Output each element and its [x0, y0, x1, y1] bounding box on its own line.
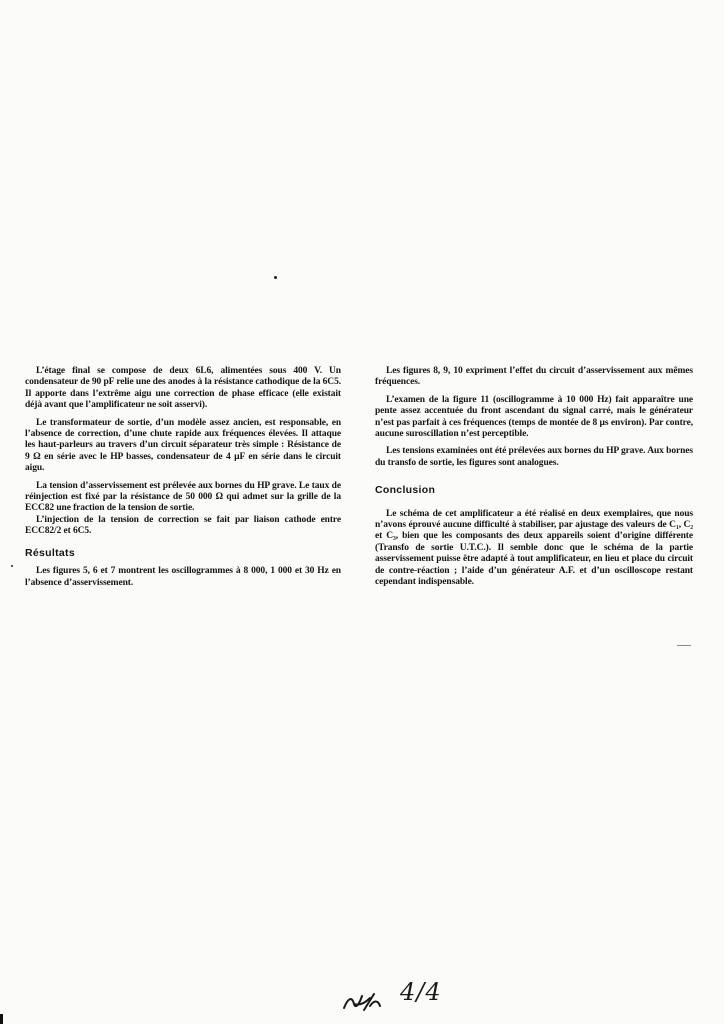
paragraph-correction-injection: L’injection de la tension de correction se fait par liaison cathode entre ECC82/2 et 6C5. — [25, 514, 341, 537]
paragraph-feedback-voltage: La tension d’asservissement est prélevée aux bornes du HP grave. Le taux de réinjection est fixé par la résistance de 50 000 Ω qui admet sur la grille de la ECC82 une fraction de la tension de sortie. — [25, 480, 341, 514]
scan-edge-mark — [0, 1014, 3, 1024]
paragraph-figure-11: L’examen de la figure 11 (oscillogramme à 10 000 Hz) fait apparaître une pente assez accentuée du front ascendant du signal carré, mais le générateur n’est pas parfait à ces fréquences (temps de montée de 8 µs environ). Par contre, aucune suroscillation n’est perceptible. — [375, 394, 693, 440]
paragraph-figures-8-9-10: Les figures 8, 9, 10 expriment l’effet du circuit d’asservissement aux mêmes fréquences. — [375, 366, 693, 388]
page-number: 4/4 — [400, 978, 442, 1006]
paragraph-figures-5-6-7: Les figures 5, 6 et 7 montrent les oscillogrammes à 8 000, 1 000 et 30 Hz en l’absence d’asservissement. — [25, 566, 341, 588]
paragraph-conclusion: Le schéma de cet amplificateur a été réalisé en deux exemplaires, que nous n’avons éprouvé aucune difficulté à stabiliser, par ajustage des valeurs de C₁, C₂ et C₃, bien que les composants des deux appareils soient d’origine différente (Transfo de sortie U.T.C.). Il semble donc que le schéma de la partie asservissement puisse être adapté à tout amplificateur, en lieu et place du circuit de contre-réaction ; l’aide d’un générateur A.F. et d’un oscilloscope restant cependant indispensable. — [375, 508, 693, 588]
ink-speck — [274, 276, 277, 279]
section-heading-conclusion: Conclusion — [375, 484, 436, 497]
paragraph-measured-voltages: Les tensions examinées ont été prélevées aux bornes du HP grave. Aux bornes du transfo de sortie, les figures sont analogues. — [375, 446, 693, 468]
end-rule — [677, 645, 691, 646]
ink-speck — [11, 565, 13, 567]
right-column — [375, 366, 693, 595]
paragraph-final-stage: L’étage final se compose de deux 6L6, alimentées sous 400 V. Un condensateur de 90 pF relie une des anodes à la résistance cathodique de la 6C5. Il apporte dans l’extrême aigu une correction de phase efficace (elle existait déjà avant que l’amplificateur ne soit asservi). — [25, 366, 341, 411]
paragraph-output-transformer: Le transformateur de sortie, d’un modèle assez ancien, est responsable, en l’absence de correction, d’une chute rapide aux fréquences élevées. Il attaque les haut-parleurs au travers d’un circuit séparateur très simple : Résistance de 9 Ω en série avec le HP basses, condensateur de 4 µF en série dans le circuit aigu. — [25, 417, 341, 474]
left-column — [25, 366, 341, 595]
section-heading-results: Résultats — [25, 546, 75, 559]
